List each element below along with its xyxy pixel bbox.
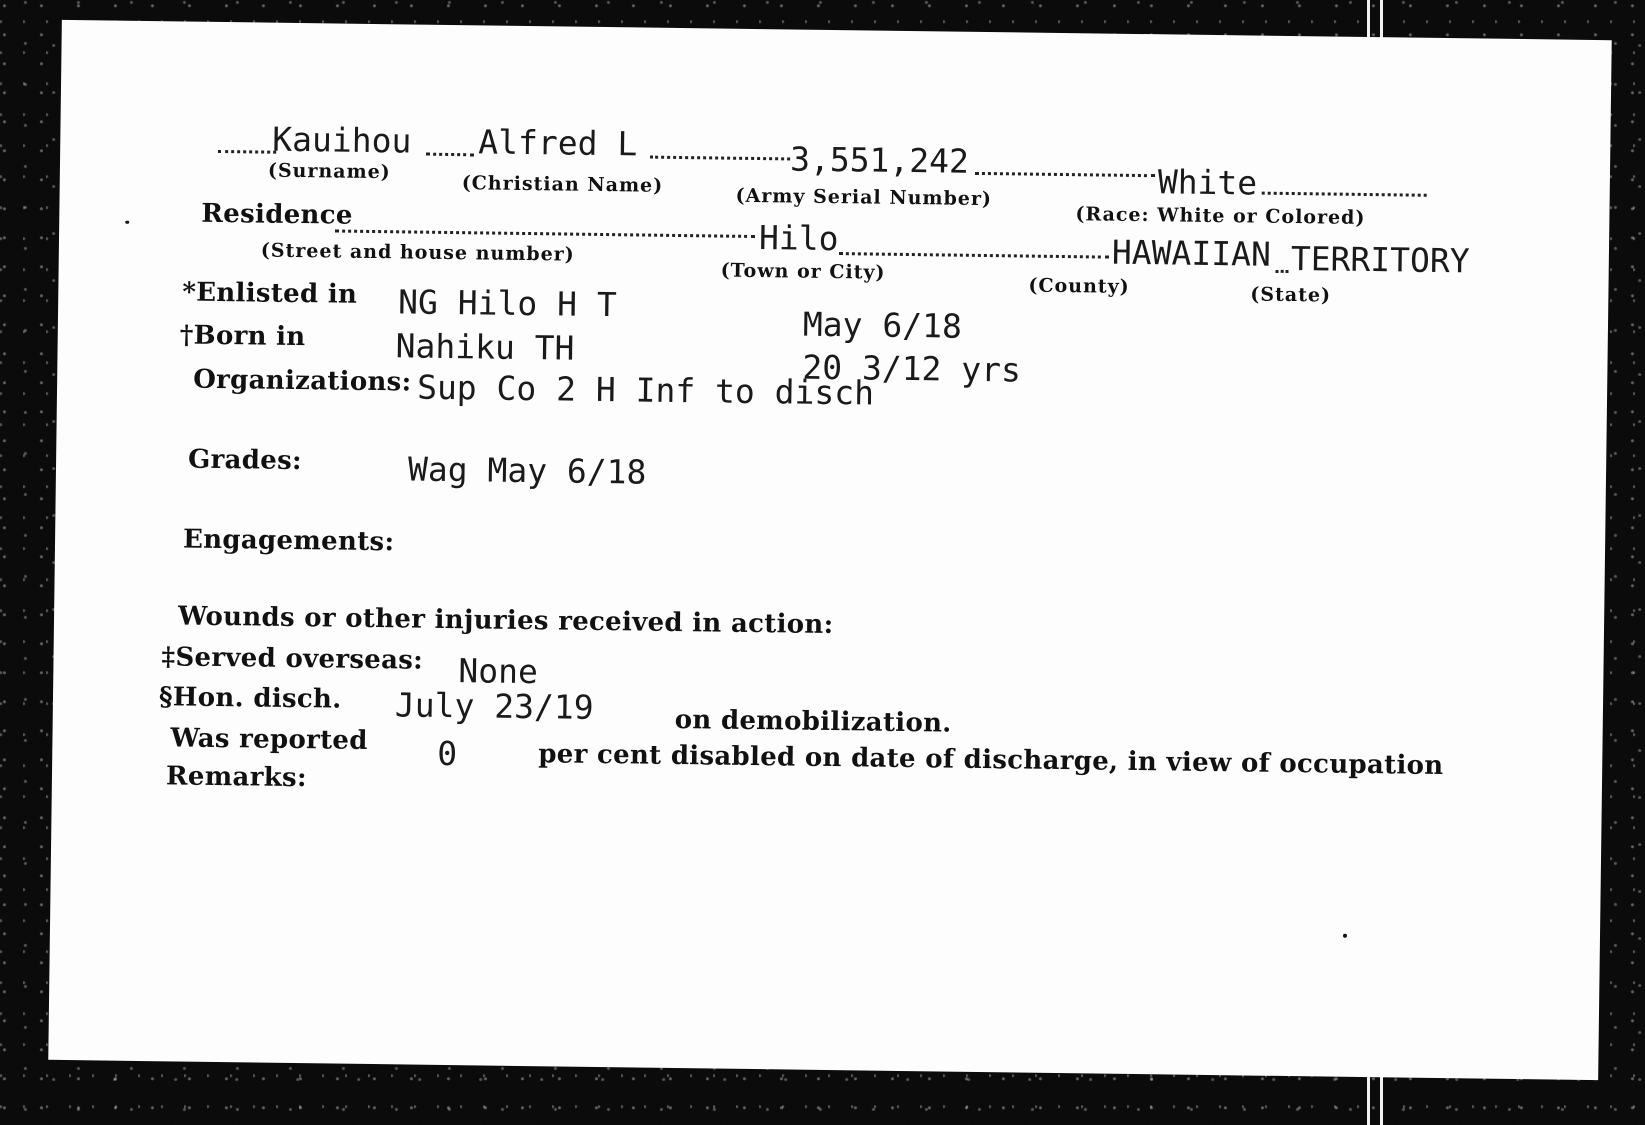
race-label: (Race: White or Colored): [1075, 203, 1366, 229]
enlisted-label: *Enlisted in: [182, 277, 358, 310]
reported-label: Was reported: [170, 723, 368, 756]
age-value: 20 3/12 yrs: [802, 347, 1022, 390]
christian-name-value: Alfred L: [478, 122, 638, 164]
dotted-rule: [975, 172, 1155, 177]
dotted-rule: [218, 150, 276, 154]
state-label: (State): [1250, 283, 1332, 307]
born-place: Nahiku TH: [395, 326, 575, 368]
enlisted-date: May 6/18: [802, 304, 963, 346]
born-label: †Born in: [179, 320, 306, 353]
county-label: (County): [1028, 274, 1130, 298]
serial-number-label: (Army Serial Number): [735, 184, 993, 211]
wounds-label: Wounds or other injuries received in action:: [177, 601, 834, 641]
serial-number-value: 3,551,242: [789, 139, 970, 181]
enlisted-place: NG Hilo H T: [397, 282, 617, 325]
speck: [125, 221, 129, 224]
town-value: Hilo: [758, 218, 839, 259]
street-dotted-rule: [335, 229, 755, 237]
served-overseas-value: None: [458, 651, 539, 692]
surname-label: (Surname): [267, 159, 391, 184]
dotted-rule: [839, 252, 1109, 259]
served-overseas-label: ‡Served overseas:: [161, 642, 424, 676]
grades-value: Wag May 6/18: [407, 449, 647, 492]
reported-suffix: per cent disabled on date of discharge, in view of occupation: [538, 739, 1444, 782]
remarks-label: Remarks:: [165, 761, 308, 794]
disability-percent: 0: [437, 733, 458, 774]
speck: [1343, 934, 1347, 938]
dotted-rule: [650, 156, 790, 161]
county-value: HAWAIIAN: [1111, 232, 1272, 274]
service-record-card: [48, 20, 1611, 1080]
town-label: (Town or City): [720, 259, 886, 284]
dotted-rule: [1276, 270, 1289, 273]
race-value: White: [1157, 162, 1258, 203]
dotted-rule: [1262, 192, 1427, 197]
residence-title: Residence: [201, 198, 353, 231]
organizations-label: Organizations:: [192, 364, 412, 398]
hon-disch-label: §Hon. disch.: [158, 682, 342, 715]
grades-label: Grades:: [187, 444, 303, 477]
dotted-rule: [426, 153, 474, 157]
street-label: (Street and house number): [260, 239, 575, 266]
state-value: TERRITORY: [1290, 239, 1470, 281]
surname-value: Kauihou: [272, 119, 412, 161]
organizations-value: Sup Co 2 H Inf to disch: [416, 367, 875, 413]
hon-disch-suffix: on demobilization.: [674, 704, 952, 739]
engagements-label: Engagements:: [182, 524, 395, 558]
christian-name-label: (Christian Name): [461, 172, 664, 197]
hon-disch-date: July 23/19: [394, 685, 594, 727]
